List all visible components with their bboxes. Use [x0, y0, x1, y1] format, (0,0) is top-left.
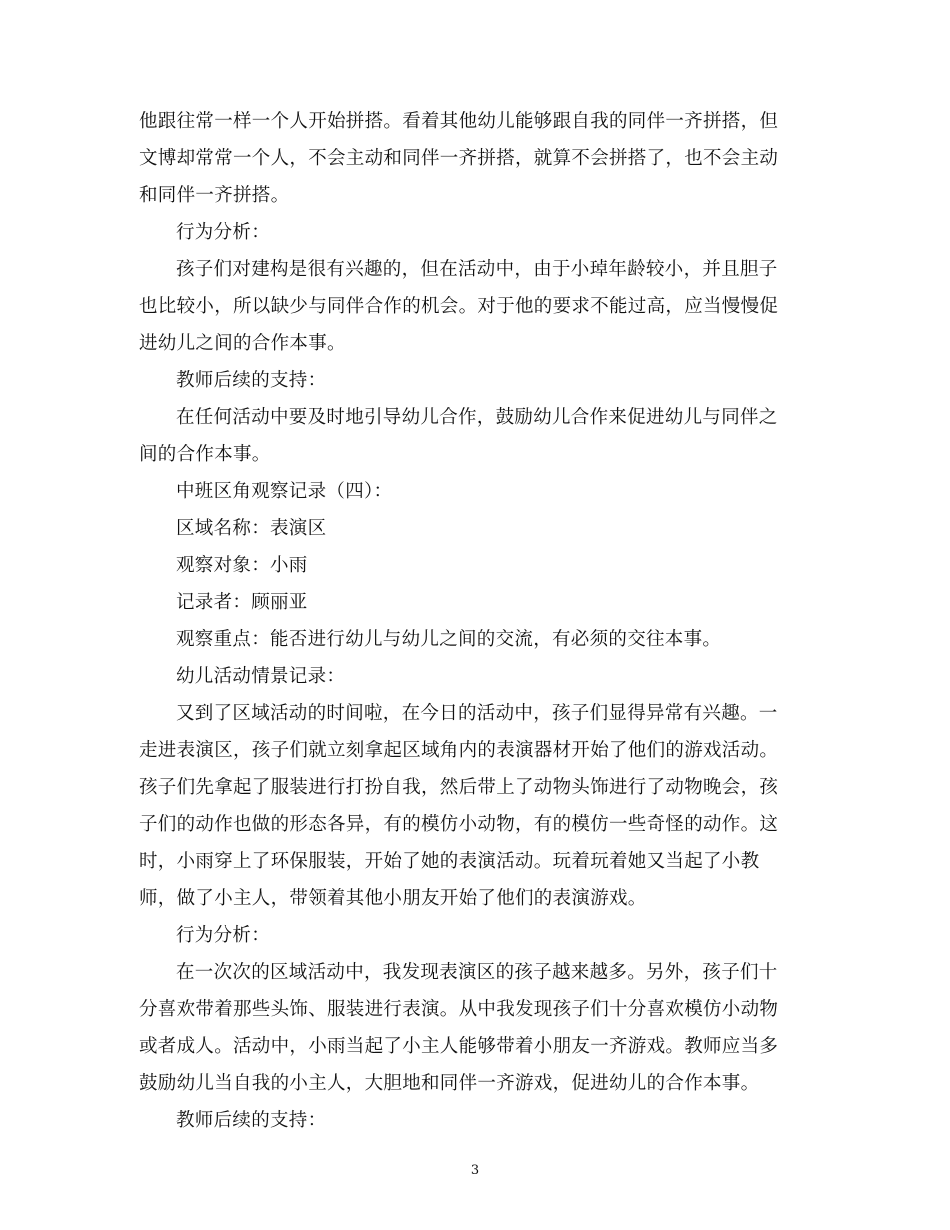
field-observation-subject: 观察对象：小雨 — [176, 555, 308, 576]
paragraph-line: 文博却常常一个人，不会主动和同伴一齐拼搭，就算不会拼搭了，也不会主动 — [139, 148, 779, 169]
paragraph-line: 孩子们对建构是很有兴趣的，但在活动中，由于小琸年龄较小，并且胆子 — [176, 259, 778, 280]
field-recorder: 记录者：顾丽亚 — [176, 592, 308, 613]
record-title: 中班区角观察记录（四）： — [176, 481, 393, 502]
field-area-name: 区域名称：表演区 — [176, 518, 327, 539]
paragraph-line: 时，小雨穿上了环保服装，开始了她的表演活动。玩着玩着她又当起了小教 — [139, 851, 760, 872]
section-heading: 幼儿活动情景记录： — [176, 666, 346, 687]
paragraph-line: 分喜欢带着那些头饰、服装进行表演。从中我发现孩子们十分喜欢模仿小动物 — [139, 999, 779, 1020]
paragraph-line: 师，做了小主人，带领着其他小朋友开始了他们的表演游戏。 — [139, 888, 647, 909]
paragraph-line: 和同伴一齐拼搭。 — [139, 185, 290, 206]
paragraph-line: 也比较小，所以缺少与同伴合作的机会。对于他的要求不能过高，应当慢慢促 — [139, 296, 779, 317]
paragraph-line: 走进表演区，孩子们就立刻拿起区域角内的表演器材开始了他们的游戏活动。 — [139, 740, 779, 761]
paragraph-line: 在一次次的区域活动中，我发现表演区的孩子越来越多。另外，孩子们十 — [176, 962, 778, 983]
paragraph-line: 或者成人。活动中，小雨当起了小主人能够带着小朋友一齐游戏。教师应当多 — [139, 1036, 779, 1057]
section-heading: 教师后续的支持： — [176, 370, 327, 391]
field-observation-focus: 观察重点：能否进行幼儿与幼儿之间的交流，有必须的交往本事。 — [176, 629, 722, 650]
section-heading: 教师后续的支持： — [176, 1110, 327, 1131]
section-heading: 行为分析： — [176, 925, 271, 946]
paragraph-line: 又到了区域活动的时间啦，在今日的活动中，孩子们显得异常有兴趣。一 — [176, 703, 778, 724]
paragraph-line: 子们的动作也做的形态各异，有的模仿小动物，有的模仿一些奇怪的动作。这 — [139, 814, 779, 835]
paragraph-line: 在任何活动中要及时地引导幼儿合作，鼓励幼儿合作来促进幼儿与同伴之 — [176, 407, 778, 428]
paragraph-line: 间的合作本事。 — [139, 444, 271, 465]
paragraph-line: 他跟往常一样一个人开始拼搭。看着其他幼儿能够跟自我的同伴一齐拼搭，但 — [139, 111, 779, 132]
page-number: 3 — [470, 1163, 480, 1178]
paragraph-line: 鼓励幼儿当自我的小主人，大胆地和同伴一齐游戏，促进幼儿的合作本事。 — [139, 1073, 760, 1094]
paragraph-line: 孩子们先拿起了服装进行打扮自我，然后带上了动物头饰进行了动物晚会，孩 — [139, 777, 779, 798]
paragraph-line: 进幼儿之间的合作本事。 — [139, 333, 346, 354]
document-body — [139, 103, 799, 1139]
section-heading: 行为分析： — [176, 222, 271, 243]
